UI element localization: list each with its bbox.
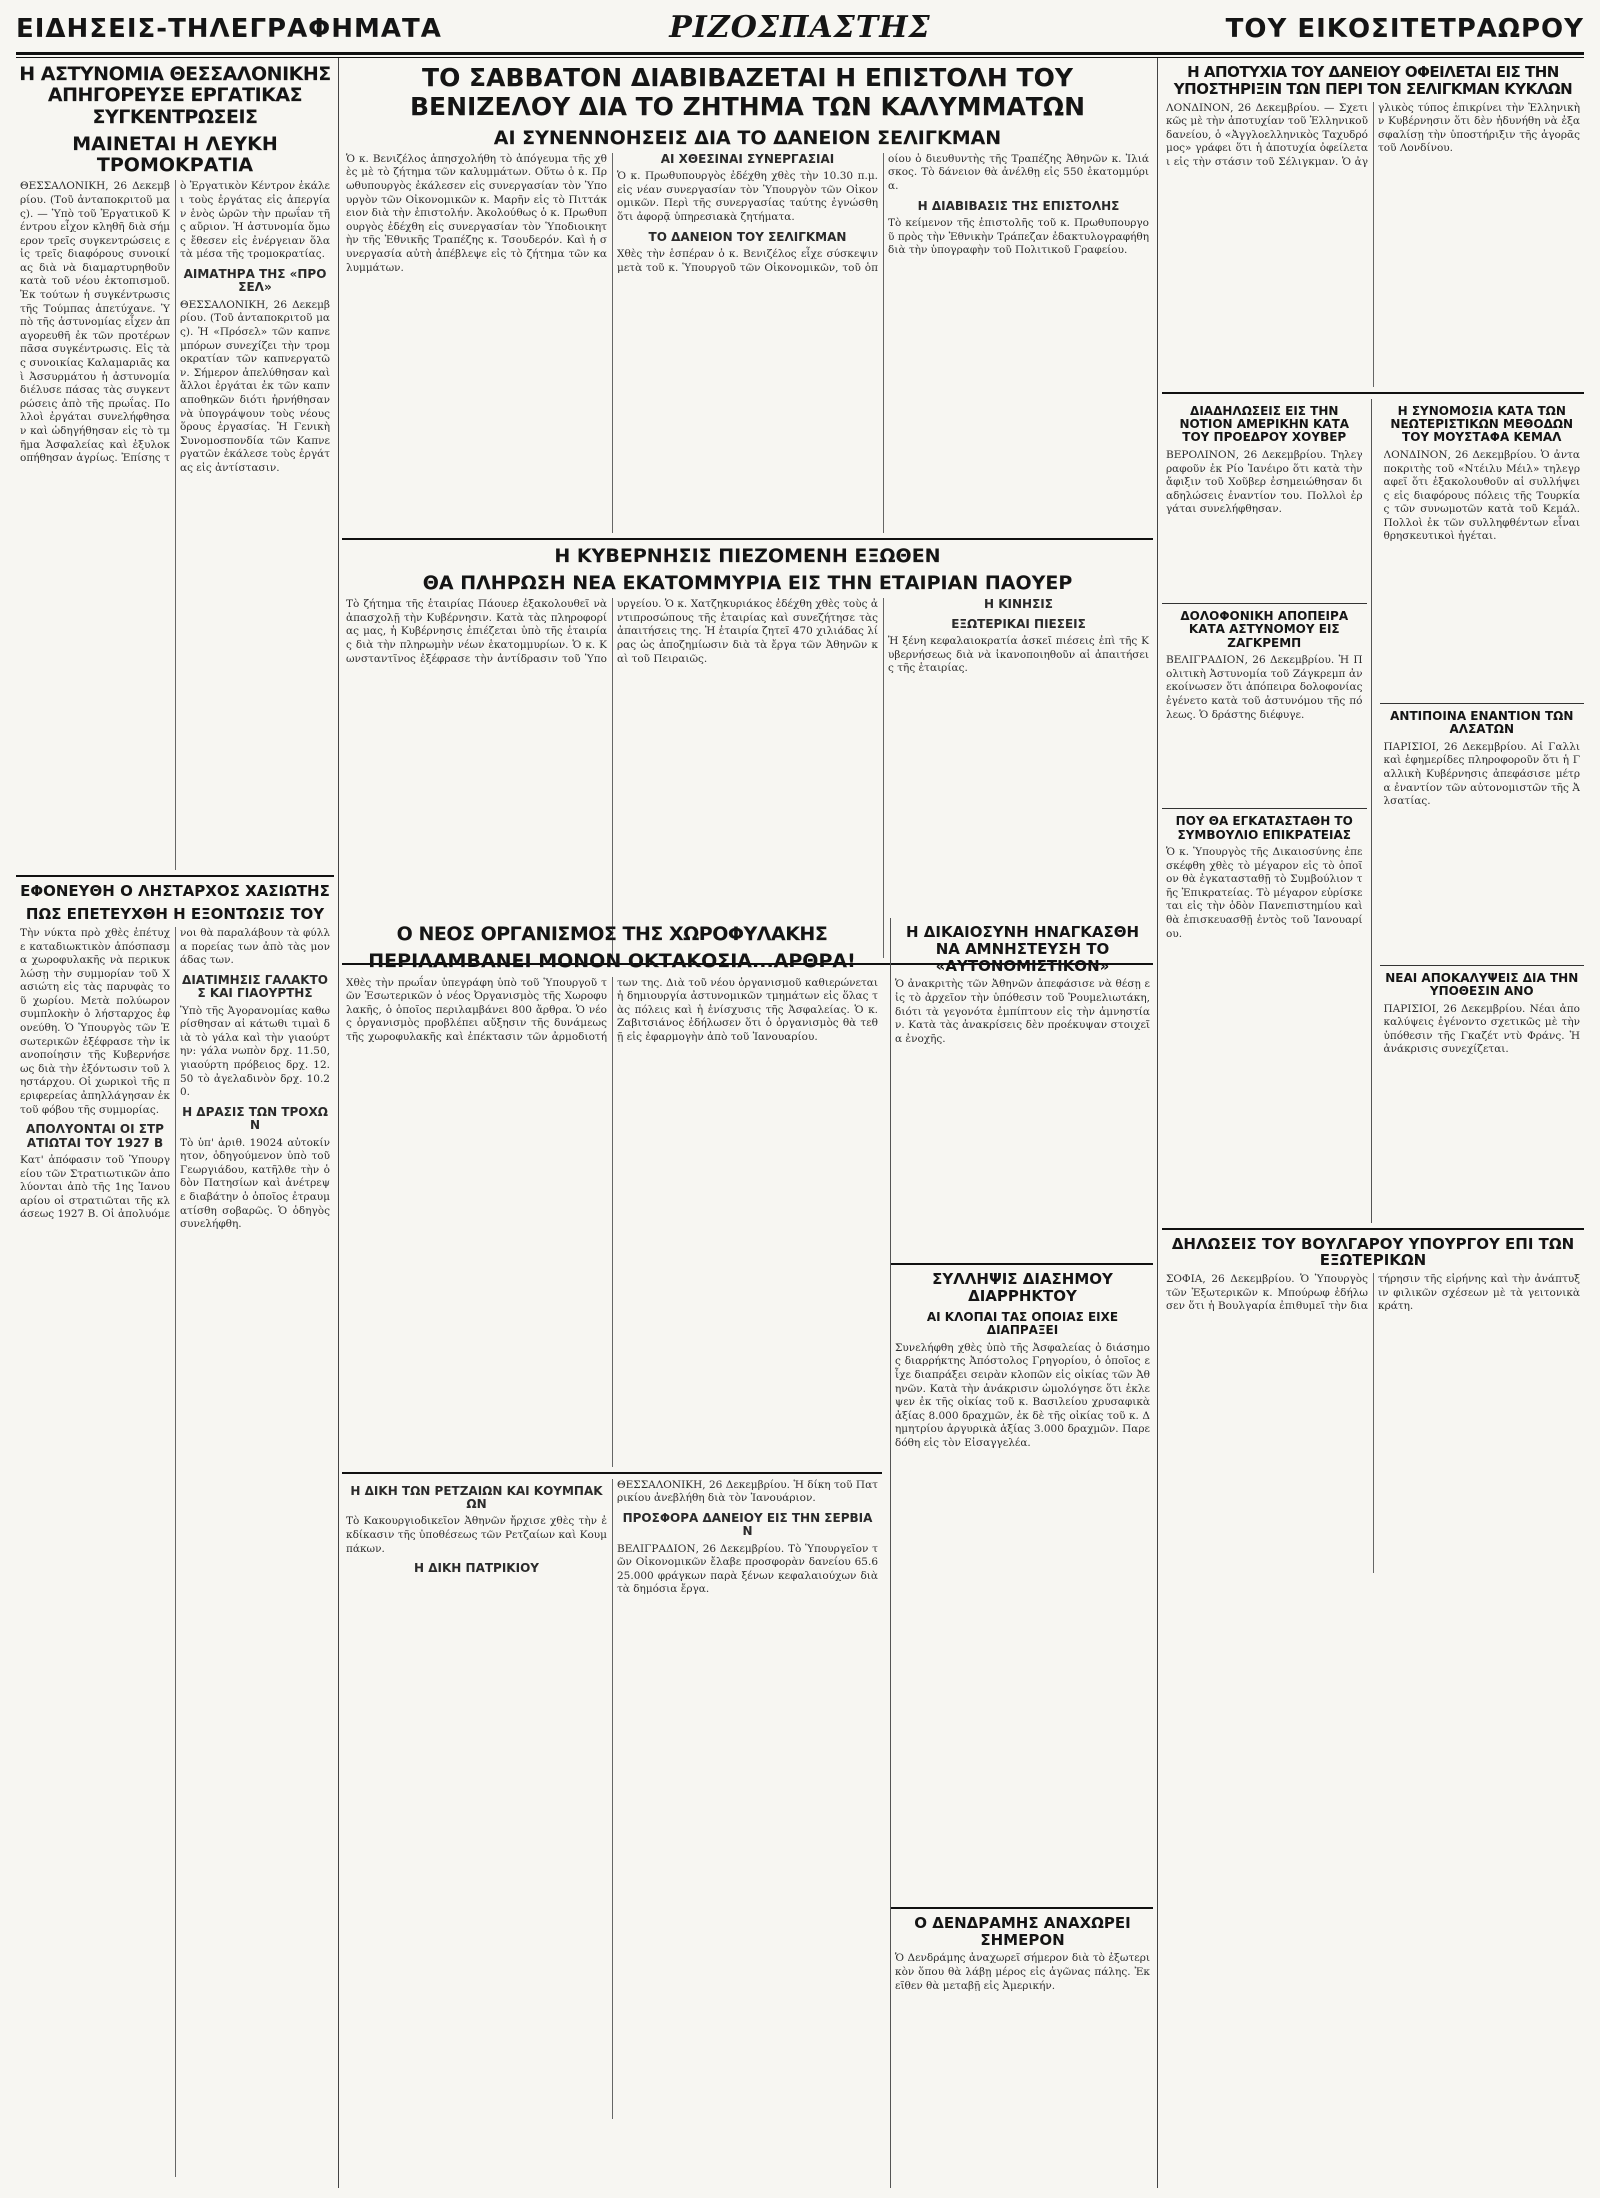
article-text: ΘΕΣΣΑΛΟΝΙΚΗ, 26 Δεκεμβρίου. Ἡ δίκη τοῦ Πατρικίου ἀνεβλήθη διὰ τὸν Ἰανουάριον. [617,1478,878,1505]
center-right-block [890,918,1153,2188]
headline-zagreb-attempt: ΔΟΛΟΦΟΝΙΚΗ ΑΠΟΠΕΙΡΑ ΚΑΤΑ ΑΣΤΥΝΟΜΟΥ ΕΙΣ ΖΑΓΚΡΕΜΠ [1180,608,1349,650]
headline-dendramis: Ο ΔΕΝΔΡΑΜΗΣ ΑΝΑΧΩΡΕΙ ΣΗΜΕΡΟΝ [914,1913,1131,1949]
article-text: Τὸ ζήτημα τῆς ἑταιρίας Πάουερ ἐξακολουθεῖ νὰ ἀπασχολῇ τὴν Κυβέρνησιν. Κατὰ τὰς πληροφορίας μας, ἡ Κυβέρνησις ἐπιέζεται ὑπὸ τῆς ἑταιρίας διὰ τὴν πληρωμὴν νέων ἑκατομμυρίων. Ὁ κ. Κωνσταντῖνος ἐξέφρασε τὴν ἀντίδρασιν τοῦ Ὑπουργείου. Ὁ κ. Χατζηκυριάκος ἐδέχθη χθὲς τοὺς ἀντιπροσώπους τῆς ἑταιρίας καὶ συνεζήτησε τὰς ἀπαιτήσεις της. Ἡ ἑταιρία ζητεῖ 470 χιλιάδας λίρας ὡς ἀποζημίωσιν διὰ τὰ ἔργα τῶν Ἀθηνῶν καὶ τοῦ Πειραιῶς. [346,598,878,665]
headline-kemal-conspiracy: Η ΣΥΝΟΜΟΣΙΑ ΚΑΤΑ ΤΩΝ ΝΕΩΤΕΡΙΣΤΙΚΩΝ ΜΕΘΟΔΩΝ ΤΟΥ ΜΟΥΣΤΑΦΑ ΚΕΜΑΛ [1390,403,1574,445]
article-text: Τὸ κείμενον τῆς ἐπιστολῆς τοῦ κ. Πρωθυπουργοῦ πρὸς τὴν Ἐθνικὴν Τράπεζαν ἐδακτυλογραφήθη διὰ τὴν ὑπογραφὴν τοῦ Πολιτικοῦ Γραφείου. [888,216,1149,257]
subheadline-power-company: ΘΑ ΠΛΗΡΩΣΗ ΝΕΑ ΕΚΑΤΟΜΜΥΡΙΑ ΕΙΣ ΤΗΝ ΕΤΑΙΡΙΑΝ ΠΑΟΥΕΡ [422,572,1073,595]
article-text: ΠΑΡΙΣΙΟΙ, 26 Δεκεμβρίου. Αἱ Γαλλικαὶ ἐφημερίδες πληροφοροῦν ὅτι ἡ Γαλλικὴ Κυβέρνησις ἀπεφάσισε μέτρα ἐναντίον τῶν αὐτονομιστῶν τῆς Ἀλσατίας. [1383,740,1580,808]
headline-autonomist-amnesty: Η ΔΙΚΑΙΟΣΥΝΗ ΗΝΑΓΚΑΣΘΗ ΝΑ ΑΜΝΗΣΤΕΥΣΗ ΤΟ «ΑΥΤΟΝΟΜΙΣΤΙΚΟΝ» [905,923,1140,975]
article-state-council [1166,846,1363,1176]
headline-prosel: ΑΙΜΑΤΗΡΑ ΤΗΣ «ΠΡΟΣΕΛ» [183,266,327,295]
article-text: Ὁ κ. Πρωθυπουργὸς ἐδέχθη χθὲς τὴν 10.30 π.μ. εἰς νέαν συνεργασίαν τὸν Ὑπουργὸν τῶν Οἰκονομικῶν. Περὶ τῆς συνεργασίας ταύτης ἐγνώσθη ὅτι ἀφορᾷ ὑπηρεσιακὰ ζητήματα. [617,170,878,223]
article-text: Συνελήφθη χθὲς ὑπὸ τῆς Ἀσφαλείας ὁ διάσημος διαρρήκτης Ἀπόστολος Γρηγορίου, ὁ ὁποῖος εἶχε διαπράξει σειρὰν κλοπῶν εἰς οἰκίας τῶν Ἀθηνῶν. Κατὰ τὴν ἀνάκρισιν ὡμολόγησε ὅτι ἐκλεψεν ἐκ τῆς οἰκίας τοῦ κ. Βασιλείου χρυσαφικὰ ἀξίας 8.000 δραχμῶν, ἐκ δὲ τῆς οἰκίας τοῦ κ. Δημητρίου ἀργυρικὰ ἀξίας 3.000 δραχμῶν. Παρεδόθη εἰς τὸν Εἰσαγγελέα. [895,1341,1150,1450]
article-text: ΒΕΛΙΓΡΑΔΙΟΝ, 26 Δεκεμβρίου. Τὸ Ὑπουργεῖον τῶν Οἰκονομικῶν ἔλαβε προσφορὰν δανείου 65.625.000 φράγκων παρὰ ξένων κεφαλαιούχων διὰ τὰ δημόσια ἔργα. [617,1542,878,1596]
article-text: ΒΕΛΙΓΡΑΔΙΟΝ, 26 Δεκεμβρίου. Ἡ Πολιτικὴ Ἀστυνομία τοῦ Ζάγκρεμπ ἀνεκοίνωσεν ὅτι ἀπόπειρα δολοφονίας ἐγένετο κατὰ τοῦ ἀστυνόμου τῆς πόλεως. Ὁ δράστης διέφυγε. [1166,654,1363,721]
article-police-thessaloniki [20,180,330,870]
section-rule [16,875,334,877]
headline-movement: Η ΚΙΝΗΣΙΣ [984,597,1053,612]
headline-bulgarian-minister: ΔΗΛΩΣΕΙΣ ΤΟΥ ΒΟΥΛΓΑΡΟΥ ΥΠΟΥΡΓΟΥ ΕΠΙ ΤΩΝ ΕΞΩΤΕΡΙΚΩΝ [1171,1234,1575,1270]
section-rule [891,1907,1153,1909]
column-center [342,58,1153,2188]
subheadline-hasiotis: ΠΩΣ ΕΠΕΤΕΥΧΘΗ Η ΕΞΟΝΤΩΣΙΣ ΤΟΥ [25,905,325,924]
headline-anno-affair: ΝΕΑΙ ΑΠΟΚΑΛΥΨΕΙΣ ΔΙΑ ΤΗΝ ΥΠΟΘΕΣΙΝ ΑΝΟ [1385,970,1579,999]
article-text: ΘΕΣΣΑΛΟΝΙΚΗ, 26 Δεκεμβρίου. (Τοῦ ἀνταποκριτοῦ μας). — Ὑπὸ τοῦ Ἐργατικοῦ Κέντρου εἶχον κληθῆ διὰ σήμερον τρεῖς συγκεντρώσεις εἰς τρεῖς διαφόρους συνοικίας διὰ νὰ διαμαρτυρηθοῦν κατὰ τοῦ νέου ἐκτοπισμοῦ. Ἐκ τούτων ἡ συγκέντρωσις τῆς Τούμπας ἀπετύχανε. Ὑπὸ τῆς ἀστυνομίας εἶχεν ἀπαγορευθῆ ἐκ τῶν προτέρων πᾶσα συγκέντρωσις. Εἰς τὰς συνοικίας Καλαμαριᾶς καὶ Ἀσσυρμάτου ἡ ἀστυνομία διέλυσε πάσας τὰς συγκεντρώσεις ἀπὸ τῆς πρωΐας. Πολλοὶ ἐργάται συνελήφθησαν καὶ ὡδηγήθησαν εἰς τὸ τμῆμα Ἀσφαλείας καὶ ἐξυλοκοπήθησαν ἀγρίως. [20,180,170,465]
article-burglar [895,1342,1150,1902]
section-rule [1162,603,1367,604]
section-rule [1162,1228,1584,1230]
article-autonomist-amnesty [895,978,1150,1258]
article-text: Χθὲς τὴν πρωΐαν ὑπεγράφη ὑπὸ τοῦ Ὑπουργοῦ τῶν Ἐσωτερικῶν ὁ νέος Ὀργανισμὸς τῆς Χωροφυλακῆς, ὁ ὁποῖος περιλαμβάνει 800 ἄρθρα. Ὁ νέος ὀργανισμὸς προβλέπει αὔξησιν τῆς δυνάμεως τῆς χωροφυλακῆς καὶ ἐπέκτασιν τῶν ἀρμοδιοτήτων της. Διὰ τοῦ νέου ὀργανισμοῦ καθιερώνεται ἡ δημιουργία ἀστυνομικῶν τμημάτων εἰς ὅλας τὰς πόλεις καὶ ἡ ἐνίσχυσις τῆς Ἀσφαλείας. Ὁ κ. Ζαβιτσιάνος ἐδήλωσεν ὅτι ὁ ὀργανισμὸς θὰ τεθῇ εἰς ἐφαρμογὴν ἀπὸ τοῦ Ἰανουαρίου. [346,976,878,1043]
article-zagreb [1166,654,1363,804]
article-text: ΛΟΝΔΙΝΟΝ, 26 Δεκεμβρίου. Ὁ ἀνταποκριτὴς τοῦ «Ντέιλυ Μέιλ» τηλεγραφεῖ ὅτι ἐξακολουθοῦν αἱ συλλήψεις εἰς διαφόρους πόλεις τῆς Τουρκίας τῶν συνωμοτῶν κατὰ τοῦ Κεμάλ. Πολλοὶ ἐκ τῶν συλληφθέντων εἶναι θρησκευτικοὶ ἡγέται. [1383,448,1580,543]
article-text: ΒΕΡΟΛΙΝΟΝ, 26 Δεκεμβρίου. Τηλεγραφοῦν ἐκ Ρίο Ἰανέιρο ὅτι κατὰ τὴν ἄφιξιν τοῦ Χοῦβερ ἐσημειώθησαν διαδηλώσεις ἐναντίον του. Πολλοὶ ἐργάται συνελήφθησαν. [1166,448,1363,516]
headline-seligman-loan: ΤΟ ΔΑΝΕΙΟΝ ΤΟΥ ΣΕΛΙΓΚΜΑΝ [648,229,847,244]
article-text: Χθὲς τὴν ἑσπέραν ὁ κ. Βενιζέλος εἶχε σύσκεψιν μετὰ τοῦ κ. Ὑπουργοῦ τῶν Οἰκονομικῶν, τοῦ ὁποίου ὁ διευθυντὴς τῆς Τραπέζης Ἀθηνῶν κ. Ἰλιάσκος. Τὸ δάνειον θὰ ἀνέλθῃ εἰς 550 ἑκατομμύρια. [617,152,1149,274]
article-hoover [1166,449,1363,599]
headline-soldiers-discharged: ΑΠΟΛΥΟΝΤΑΙ ΟΙ ΣΤΡΑΤΙΩΤΑΙ ΤΟΥ 1927 Β [26,1122,164,1150]
section-rule [342,538,1153,540]
article-text: Κατ' ἀπόφασιν τοῦ Ὑπουργείου τῶν Στρατιωτικῶν ἀπολύονται ἀπὸ τῆς 1ης Ἰανουαρίου οἱ στρατιῶται τῆς κλάσεως 1927 Β. Οἱ ἀπολυόμενοι θὰ παραλάβουν τὰ φύλλα πορείας των ἀπὸ τὰς μονάδας των. [20,926,330,1221]
article-text: Τὴν νύκτα πρὸ χθὲς ἐπέτυχε καταδιωκτικὸν ἀπόσπασμα χωροφυλακῆς νὰ περικυκλώσῃ τὴν συμμορίαν τοῦ Χασιώτη εἰς τὰς παρυφὰς τοῦ χωρίου. Μετὰ πολύωρον συμπλοκὴν ὁ λήσταρχος ἐφονεύθη. Ὁ Ὑπουργὸς τῶν Ἐσωτερικῶν ἐξέφρασε τὴν ἱκανοποίησιν τῆς Κυβερνήσεως διὰ τὴν ἐξόντωσιν τοῦ ληστάρχου. Οἱ χωρικοὶ τῆς περιφερείας ἀπηλλάγησαν ἐκ τοῦ φόβου τῆς συμμορίας. [20,926,170,1116]
subheadline-burglaries: ΑΙ ΚΛΟΠΑΙ ΤΑΣ ΟΠΟΙΑΣ ΕΙΧΕ ΔΙΑΠΡΑΞΕΙ [926,1309,1119,1338]
headline-serbia-loan: ΠΡΟΣΦΟΡΑ ΔΑΝΕΙΟΥ ΕΙΣ ΤΗΝ ΣΕΡΒΙΑΝ [622,1510,873,1539]
headline-hasiotis: ΕΦΟΝΕΥΘΗ Ο ΛΗΣΤΑΡΧΟΣ ΧΑΣΙΩΤΗΣ [20,882,330,901]
subheadline-seligman-loan: ΑΙ ΣΥΝΕΝΝΟΗΣΕΙΣ ΔΙΑ ΤΟ ΔΑΝΕΙΟΝ ΣΕΛΙΓΚΜΑΝ [493,126,1002,149]
headline-police-thessaloniki: Η ΑΣΤΥΝΟΜΙΑ ΘΕΣΣΑΛΟΝΙΚΗΣ ΑΠΗΓΟΡΕΥΣΕ ΕΡΓΑΤΙΚΑΣ ΣΥΓΚΕΝΤΡΩΣΕΙΣ [19,63,331,128]
article-text: ΣΟΦΙΑ, 26 Δεκεμβρίου. Ὁ Ὑπουργὸς τῶν Ἐξωτερικῶν κ. Μπούρωφ ἐδήλωσεν ὅτι ἡ Βουλγαρία ἐπιθυμεῖ τὴν διατήρησιν τῆς εἰρήνης καὶ τὴν ἀνάπτυξιν φιλικῶν σχέσεων μὲ τὰ γειτονικὰ κράτη. [1166,1273,1580,1313]
headline-alsace-reprisals: ΑΝΤΙΠΟΙΝΑ ΕΝΑΝΤΙΟΝ ΤΩΝ ΑΛΣΑΤΩΝ [1390,708,1574,737]
article-text: Τὸ ὑπ' ἀριθ. 19024 αὐτοκίνητον, ὁδηγούμενον ὑπὸ τοῦ Γεωργιάδου, κατῆλθε τὴν ὁδὸν Πατησίων καὶ ἀνέτρεψε διαβάτην ὁ ὁποῖος ἐτραυματίσθη σοβαρῶς. Ὁ ὁδηγὸς συνελήφθη. [180,1136,330,1231]
section-rule [342,1472,882,1474]
headline-retzaioi-trial: Η ΔΙΚΗ ΤΩΝ ΡΕΤΖΑΙΩΝ ΚΑΙ ΚΟΥΜΠΑΚΩΝ [350,1483,603,1511]
column-divider [1157,58,1158,2188]
headline-burglar-arrest: ΣΥΛΛΗΨΙΣ ΔΙΑΣΗΜΟΥ ΔΙΑΡΡΗΚΤΟΥ [932,1270,1113,1306]
headline-letter-transmission: Η ΔΙΑΒΙΒΑΣΙΣ ΤΗΣ ΕΠΙΣΤΟΛΗΣ [917,198,1120,213]
section-title: ΕΙΔΗΣΕΙΣ-ΤΗΛΕΓΡΑΦΗΜΑΤΑ [16,14,442,44]
article-text: ΛΟΝΔΙΝΟΝ, 26 Δεκεμβρίου. — Σχετικῶς μὲ τὴν ἀποτυχίαν τοῦ Ἑλληνικοῦ δανείου, ὁ «Ἀγγλοελληνικὸς Ταχυδρόμος» γράφει ὅτι ἡ ἀποτυχία ὀφείλεται εἰς τὴν στάσιν τοῦ Σέλιγκμαν. Ὁ ἀγγλικὸς τύπος ἐπικρίνει τὴν Ἑλληνικὴν Κυβέρνησιν ὅτι δὲν ἠδυνήθη νὰ ἐξασφαλίσῃ τὴν ὑποστήριξιν τῆς ἀγορᾶς τοῦ Λονδίνου. [1166,101,1580,168]
headline-loan-failure: Η ΑΠΟΤΥΧΙΑ ΤΟΥ ΔΑΝΕΙΟΥ ΟΦΕΙΛΕΤΑΙ ΕΙΣ ΤΗΝ ΥΠΟΣΤΗΡΙΞΙΝ ΤΩΝ ΠΕΡΙ ΤΟΝ ΣΕΛΙΓΚΜΑΝ ΚΥΚΛΩΝ [1173,63,1573,98]
section-rule [1380,965,1585,966]
article-text: Τὸ Κακουργιοδικεῖον Ἀθηνῶν ἤρχισε χθὲς τὴν ἐκδίκασιν τῆς ὑποθέσεως τῶν Ρετζαίων καὶ Κουμπάκων. [346,1515,607,1555]
article-text: Ὑπὸ τῆς Ἀγορανομίας καθωρίσθησαν αἱ κάτωθι τιμαὶ διὰ τὸ γάλα καὶ τὴν γιαούρτην: γάλα νωπὸν δρχ. 11.50, γιαούρτη πρόβειος δρχ. 12.50 τὸ ἀγελαδινὸν δρχ. 10.20. [180,1004,330,1099]
subheadline-white-terror: ΜΑΙΝΕΤΑΙ Η ΛΕΥΚΗ ΤΡΟΜΟΚΡΑΤΙΑ [72,132,278,177]
columns [16,58,1584,2188]
article-text: Ἡ ξένη κεφαλαιοκρατία ἀσκεῖ πιέσεις ἐπὶ τῆς Κυβερνήσεως διὰ νὰ ἱκανοποιηθοῦν αἱ ἀπαιτήσεις τῆς ἑταιρίας. [888,635,1149,675]
newspaper-name: ΡΙΖΟΣΠΑΣΤΗΣ [669,10,931,45]
headline-yesterday-meetings: ΑΙ ΧΘΕΣΙΝΑΙ ΣΥΝΕΡΓΑΣΙΑΙ [660,151,835,166]
section-subtitle: ΤΟΥ ΕΙΚΟΣΙΤΕΤΡΑΩΡΟΥ [1225,14,1584,44]
article-text: ΘΕΣΣΑΛΟΝΙΚΗ, 26 Δεκεμβρίου. (Τοῦ ἀνταποκριτοῦ μας). Ἡ «Πρόσελ» τῶν καπνεμπόρων συνεχίζει τὴν τρομοκρατίαν τῶν καπνεργατῶν. Σήμερον ἀπελύθησαν καὶ ἄλλοι ἐργάται ἐκ τῶν καπναποθηκῶν διότι ἠρνήθησαν νὰ ὑπογράψουν τοὺς νέους ὅρους ἐργασίας. Ἡ Γενικὴ Συνομοσπονδία τῶν Καπνεργατῶν ἐκάλεσε τοὺς ἐργάτας εἰς ἀντίστασιν. [180,298,330,474]
article-text: Ὁ κ. Βενιζέλος ἀπησχολήθη τὸ ἀπόγευμα τῆς χθὲς μὲ τὸ ζήτημα τῶν καλυμμάτων. Οὕτω ὁ κ. Πρωθυπουργὸς ἐκάλεσεν εἰς συνεργασίαν τὸν Ὑπουργὸν τῶν Οἰκονομικῶν κ. Μαρῆν εἰς τὸ Πιττάκειον διὰ τὴν ἐπιστολήν. Ἀκολούθως ὁ κ. Πρωθυπουργὸς ἐδέχθη εἰς συνεργασίαν τὸν Ὑποδιοικητὴν τῆς Ἐθνικῆς Τραπέζης κ. Τσουδερόν. Καὶ ἡ συνεργασία αὐτὴ ἀπέβλεψε εἰς τὸ ζήτημα τῶν καλυμμάτων. [346,152,607,274]
article-venizelos-letter [346,153,1149,533]
headline-milk-prices: ΔΙΑΤΙΜΗΣΙΣ ΓΑΛΑΚΤΟΣ ΚΑΙ ΓΙΑΟΥΡΤΗΣ [182,972,328,1001]
headline-external-pressure: ΕΞΩΤΕΡΙΚΑΙ ΠΙΕΣΕΙΣ [951,616,1086,631]
article-hasiotis [20,927,330,2177]
section-rule [1380,703,1585,704]
column-divider [338,58,339,2188]
col4-split-1 [1162,399,1584,1223]
masthead [16,8,1584,54]
article-anno [1384,1003,1581,1223]
article-text: Ὁ κ. Ὑπουργὸς τῆς Δικαιοσύνης ἐπεσκέφθη χθὲς τὸ μέγαρον εἰς τὸ ὁποῖον θὰ ἐγκατασταθῇ τὸ Συμβούλιον τῆς Ἐπικρατείας. Τὸ μέγαρον εὑρίσκεται εἰς τὴν ὁδὸν Πανεπιστημίου καὶ θὰ ἐπισκευασθῇ ἐντὸς τοῦ Ἰανουαρίου. [1166,846,1363,940]
col4-right [1380,399,1585,1223]
subheadline-gendarmerie: ΠΕΡΙΛΑΜΒΑΝΕΙ ΜΟΝΟΝ ΟΚΤΑΚΟΣΙΑ...ΑΡΘΡΑ! [368,950,856,973]
column-1 [16,58,334,2188]
section-rule [1162,392,1584,394]
article-bulgarian-minister [1166,1273,1580,1573]
article-text: Ὁ ἀνακριτὴς τῶν Ἀθηνῶν ἀπεφάσισε νὰ θέσῃ εἰς τὸ ἀρχεῖον τὴν ὑπόθεσιν τοῦ Ῥουμελιωτάκη, διότι τὰ γεγονότα ἐμπίπτουν εἰς τὴν ἀμνηστίαν. Κατὰ τὰς ἀνακρίσεις δὲν προέκυψαν στοιχεῖα ἐνοχῆς. [895,978,1150,1045]
headline-hoover-protests: ΔΙΑΔΗΛΩΣΕΙΣ ΕΙΣ ΤΗΝ ΝΟΤΙΟΝ ΑΜΕΡΙΚΗΝ ΚΑΤΑ ΤΟΥ ΠΡΟΕΔΡΟΥ ΧΟΥΒΕΡ [1179,403,1350,445]
gendarmerie-block [342,918,882,2188]
headline-state-council: ΠΟΥ ΘΑ ΕΓΚΑΤΑΣΤΑΘΗ ΤΟ ΣΥΜΒΟΥΛΙΟ ΕΠΙΚΡΑΤΕΙΑΣ [1175,814,1353,842]
headline-government-pressured: Η ΚΥΒΕΡΝΗΣΙΣ ΠΙΕΖΟΜΕΝΗ ΕΞΩΘΕΝ [554,544,941,567]
headline-traffic: Η ΔΡΑΣΙΣ ΤΩΝ ΤΡΟΧΩΝ [182,1104,328,1133]
article-power-company [346,598,1149,958]
col4-left [1162,399,1372,1223]
article-text: Ἐπίσης τὸ Ἐργατικὸν Κέντρον ἐκάλει τοὺς ἐργάτας εἰς ἀπεργίαν ἑνὸς ὡρῶν τὴν πρωΐαν τῆς αὔριον. Ἡ ἀστυνομία ὅμως ἔθεσεν εἰς ἐνέργειαν ὅλα τὰ μέσα τῆς τρομοκρατίας. [121,180,330,465]
article-kemal [1384,449,1581,699]
article-dendramis [895,1952,1150,1993]
article-loan-failure [1166,102,1580,387]
article-gendarmerie [346,977,878,1467]
trials-and-loans [346,1479,878,2119]
headline-patrikios-trial: Η ΔΙΚΗ ΠΑΤΡΙΚΙΟΥ [414,1561,539,1576]
section-rule [1162,808,1367,809]
article-alsace [1384,741,1581,961]
column-4 [1162,58,1584,2188]
headline-venizelos-letter: ΤΟ ΣΑΒΒΑΤΟΝ ΔΙΑΒΙΒΑΖΕΤΑΙ Η ΕΠΙΣΤΟΛΗ ΤΟΥ ΒΕΝΙΖΕΛΟΥ ΔΙΑ ΤΟ ΖΗΤΗΜΑ ΤΩΝ ΚΑΛΥΜΜΑΤΩΝ [409,63,1086,121]
article-text: Ὁ Δενδράμης ἀναχωρεῖ σήμερον διὰ τὸ ἐξωτερικὸν ὅπου θὰ λάβῃ μέρος εἰς ἀγῶνας πάλης. Ἐκεῖθεν θὰ μεταβῇ εἰς Ἀμερικήν. [895,1952,1150,1992]
headline-gendarmerie: Ο ΝΕΟΣ ΟΡΓΑΝΙΣΜΟΣ ΤΗΣ ΧΩΡΟΦΥΛΑΚΗΣ [396,923,828,945]
article-text: ΠΑΡΙΣΙΟΙ, 26 Δεκεμβρίου. Νέαι ἀποκαλύψεις ἐγένοντο σχετικῶς μὲ τὴν ὑπόθεσιν τῆς Γκαζέτ ντὺ Φράνς. Ἡ ἀνάκρισις συνεχίζεται. [1383,1002,1580,1056]
section-rule [891,1263,1153,1265]
